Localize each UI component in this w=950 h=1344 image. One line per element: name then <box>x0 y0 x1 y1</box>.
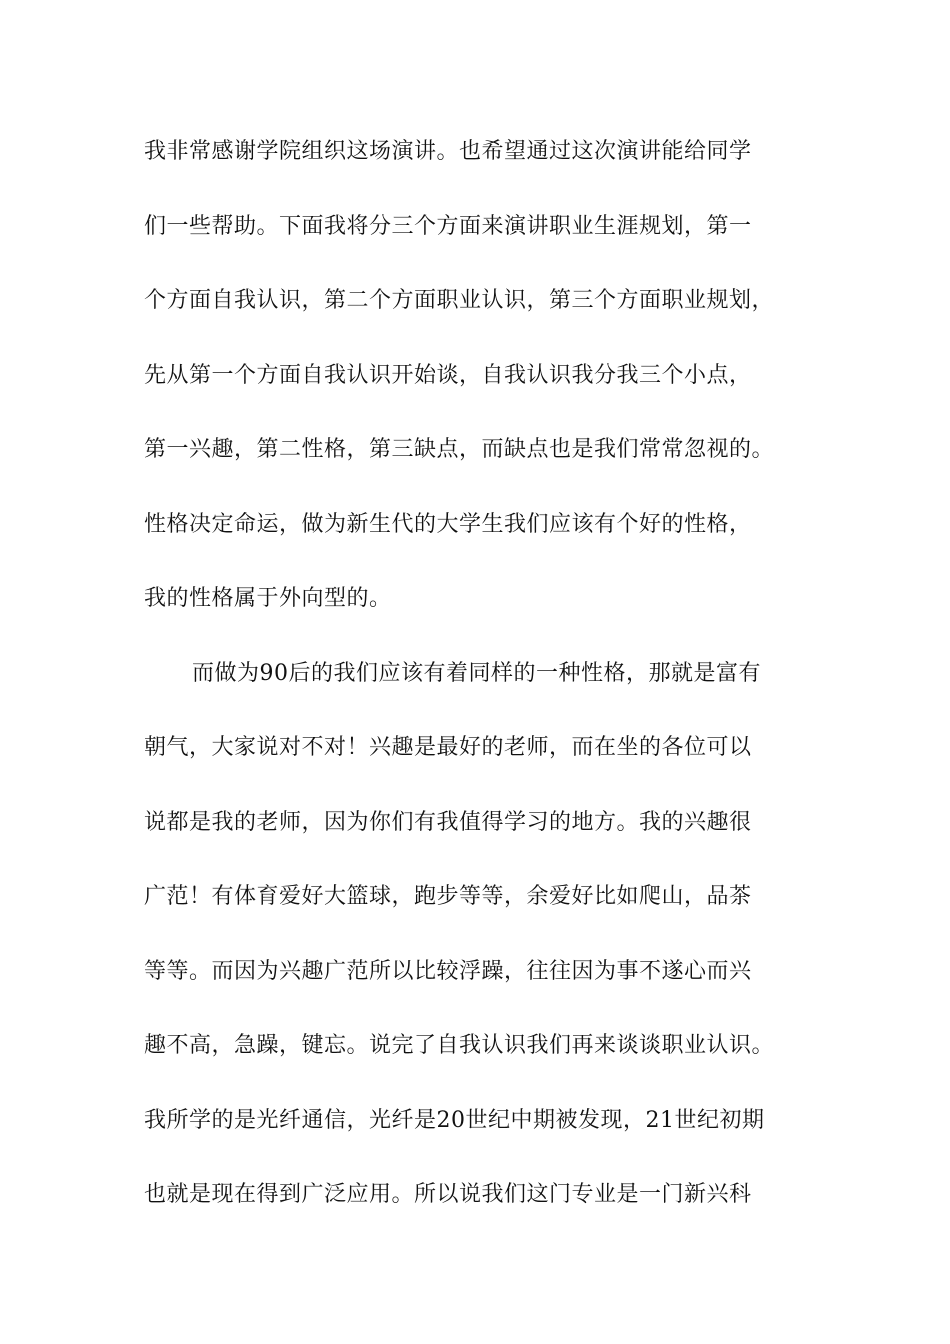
text-line: 个方面自我认识，第二个方面职业认识，第三个方面职业规划， <box>144 288 775 313</box>
text-line: 我所学的是光纤通信，光纤是20世纪中期被发现，21世纪初期 <box>144 1107 765 1133</box>
text-line: 我非常感谢学院组织这场演讲。也希望通过这次演讲能给同学 <box>144 139 752 164</box>
text-line: 等等。而因为兴趣广范所以比较浮躁，往往因为事不遂心而兴 <box>144 958 752 984</box>
text-line: 我的性格属于外向型的。 <box>144 586 392 611</box>
text-line: 性格决定命运，做为新生代的大学生我们应该有个好的性格， <box>144 511 752 537</box>
text-line: 们一些帮助。下面我将分三个方面来演讲职业生涯规划，第一 <box>144 213 752 239</box>
text-line: 先从第一个方面自我认识开始谈，自我认识我分我三个小点， <box>144 362 752 388</box>
text-line: 广范！有体育爱好大篮球，跑步等等，余爱好比如爬山，品茶 <box>144 884 752 909</box>
text-line: 说都是我的老师，因为你们有我值得学习的地方。我的兴趣很 <box>144 809 752 835</box>
body-text <box>144 130 844 1248</box>
text-line: 趣不高，急躁，键忘。说完了自我认识我们再来谈谈职业认识。 <box>144 1033 775 1058</box>
paragraph-first-line: 而做为90后的我们应该有着同样的一种性格，那就是富有 <box>192 660 761 686</box>
text-line: 也就是现在得到广泛应用。所以说我们这门专业是一门新兴科 <box>144 1182 752 1207</box>
text-line: 第一兴趣，第二性格，第三缺点，而缺点也是我们常常忽视的。 <box>144 437 775 462</box>
text-line: 朝气，大家说对不对！兴趣是最好的老师，而在坐的各位可以 <box>144 735 752 760</box>
